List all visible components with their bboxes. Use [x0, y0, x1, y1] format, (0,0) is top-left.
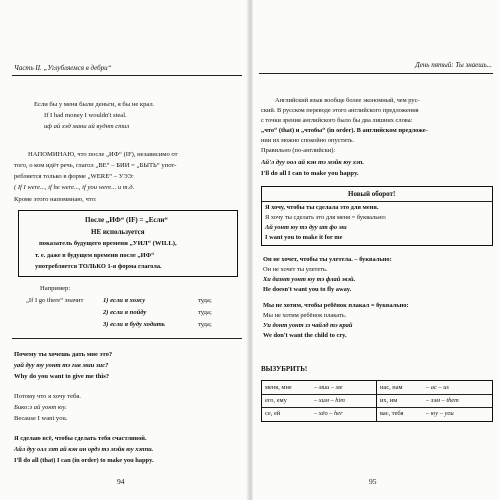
section-rule: [12, 338, 242, 339]
mid-line-2: Он не хочет ты улететь.: [263, 266, 328, 273]
reminder-line-4: ( If I were..., if he were..., if you were... и т.д.: [14, 184, 135, 191]
right-page-header: День пятый: Ты знаешь...: [415, 61, 492, 69]
intro-en: I'll do all I can to make you happy.: [261, 170, 359, 177]
table-cell: – юу – you: [426, 410, 454, 417]
if-i-go-there: „If I go there“ значит: [26, 297, 84, 304]
why-en: Why do you want to give me this?: [14, 373, 110, 380]
rule-box: [18, 210, 238, 277]
example-en: If I had money I wouldn't steal.: [44, 112, 127, 119]
box-line-1: Я хочу, чтобы ты сделала это для меня.: [265, 204, 379, 211]
table-cell: се, ей: [265, 410, 281, 417]
mid-line-5: Мы не хотим, чтобы ребёнок плакал = буквально:: [263, 302, 409, 309]
why-translit: уай дуу юу уонт тэ гив мии зис?: [14, 362, 109, 369]
table-cell: – ас – us: [426, 384, 449, 391]
rule-box-line-2: НЕ используется: [91, 228, 145, 236]
table-row-rule-1: [262, 394, 492, 395]
box-line-2: Я хочу ты сделать это для меня = буквально:: [265, 214, 387, 221]
intro-line-4: „что“ (that) и „чтобы“ (in order). В английском предложе-: [261, 127, 428, 134]
mid-line-3: Хи дазнт уонт юу тэ флай эвэй.: [263, 276, 356, 283]
box-title-rule: [262, 201, 492, 202]
happy-translit: Айл дуу олл зэт ай кэн ин ордэ тэ мэйк юу хэппи.: [14, 446, 154, 453]
intro-line-5: нии их можно спокойно опустить.: [261, 137, 355, 144]
rule-box-line-4: т. е. даже в будущем времени после „ИФ“: [35, 252, 155, 259]
left-page-number: 94: [117, 477, 125, 486]
table-col-rule: [376, 381, 377, 421]
pronoun-table: [261, 380, 493, 422]
reminder-line-5: Кроме этого напоминаю, что:: [14, 196, 97, 203]
table-cell: их, им: [380, 397, 398, 404]
intro-line-3: с точки зрения английского было бы два лишних слова:: [261, 117, 413, 124]
because-ru: Потому что я хочу тебя.: [14, 393, 81, 400]
table-cell: – мии – ме: [314, 384, 343, 391]
table-cell: меня, мне: [265, 384, 292, 391]
reminder-line-2: того, о ком идёт речь, глагол „BE“ – БИИ = „БЫТЬ“ упот-: [14, 162, 177, 169]
intro-line-1: Английский язык вообще более экономный, чем рус-: [275, 97, 420, 104]
box-line-3: Ай уонт юу тэ дуу ит фо ми: [265, 224, 347, 231]
example-ru: Если бы у меня были деньги, я бы не крал.: [34, 101, 155, 108]
new-construction-title: Новый оборот!: [348, 190, 396, 198]
right-page: [253, 0, 500, 500]
mid-line-7: Уи донт уонт зэ чайлд тэ край: [263, 322, 353, 329]
memorize-heading: ВЫЗУБРИТЬ!: [261, 365, 308, 373]
table-row-rule-2: [262, 407, 492, 408]
reminder-line-3: ребляется только в форме „WERE“ – УЭЭ:: [14, 173, 134, 180]
mid-line-6: Мы не хотим ребёнок плакать.: [263, 312, 347, 319]
left-header-rule: [12, 75, 242, 76]
because-en: Because I want you.: [14, 415, 68, 422]
mid-line-4: He doesn't want you to fly away.: [263, 286, 352, 293]
table-cell: – хим – him: [314, 397, 345, 404]
left-page-header: Часть II. „Углубляемся в дебри“: [14, 64, 112, 72]
mid-line-1: Он не хочет, чтобы ты улетела. – буквально:: [263, 256, 392, 263]
new-construction-box: [261, 186, 493, 246]
happy-en: I'll do all (that) I can (in order) to make you happy.: [14, 457, 154, 464]
table-cell: нас, нам: [380, 384, 403, 391]
option-2-tail: туда;: [198, 309, 212, 316]
option-1-tail: туда;: [198, 297, 212, 304]
table-cell: – хёо – her: [314, 410, 343, 417]
right-header-rule: [259, 73, 493, 74]
option-1: 1) если я хожу: [103, 297, 146, 304]
table-cell: – зэм – them: [426, 397, 459, 404]
example-translit: иф ай хэд мани ай вуднт стил: [44, 123, 130, 130]
intro-translit: Ай'л дуу оол ай кэн тэ мэйк юу хэп.: [261, 159, 365, 166]
option-3: 3) если я буду ходить: [103, 321, 165, 328]
because-translit: Бико:з ай уонт юу.: [14, 404, 67, 411]
rule-box-line-5: употребляется ТОЛЬКО 1-я форма глагола.: [35, 263, 162, 270]
why-ru: Почему ты хочешь дать мне это?: [14, 351, 113, 358]
right-page-number: 95: [369, 477, 377, 486]
happy-ru: Я сделаю всё, чтобы сделать тебя счастливой.: [14, 435, 147, 442]
left-page: [0, 0, 247, 500]
rule-box-line-3: показатель будущего времени „УИЛ“ (WILL),: [39, 240, 177, 247]
example-label: Например:: [40, 285, 71, 292]
box-line-4: I want you to make it for me: [265, 234, 343, 241]
table-cell: его, ему: [265, 397, 287, 404]
option-3-tail: туда;: [198, 321, 212, 328]
mid-line-8: We don't want the child to cry.: [263, 332, 347, 339]
reminder-line-1: НАПОМИНАЮ, что после „ИФ“ (IF), независимо от: [28, 151, 178, 158]
rule-box-line-1: После „ИФ“ (IF) = „Если“: [85, 216, 168, 224]
intro-line-6: Правильно (по-английски):: [261, 147, 336, 154]
table-cell: вас, тебя: [380, 410, 404, 417]
option-2: 2) если я пойду: [103, 309, 147, 316]
intro-line-2: ский. В русском переводе этого английского предложения: [261, 107, 419, 114]
